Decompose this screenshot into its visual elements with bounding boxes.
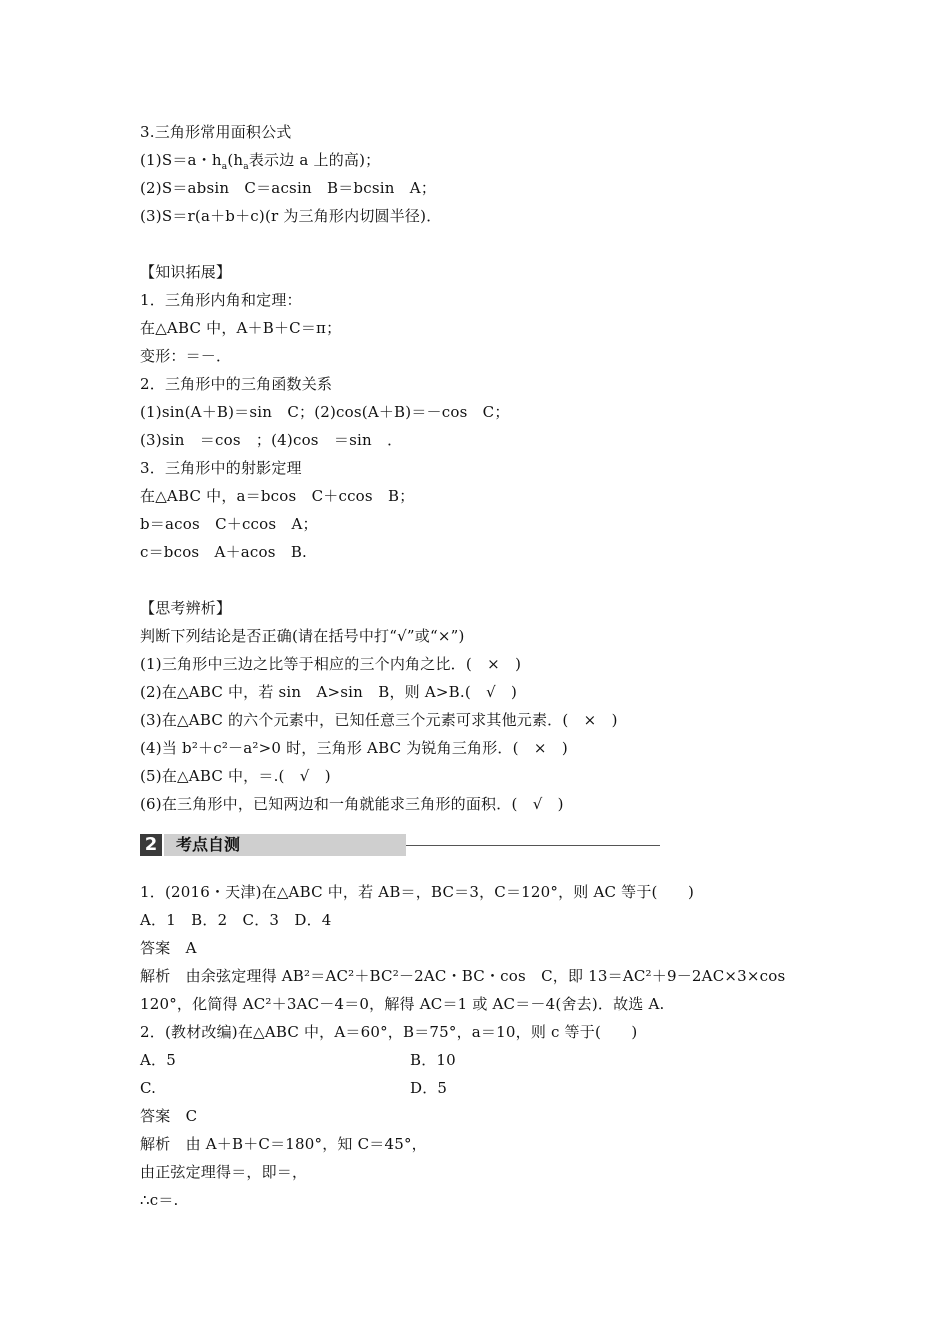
extension-line-2: 在△ABC 中，A＋B＋C＝π； xyxy=(140,319,342,337)
formula-1-subscript-2: a xyxy=(243,162,249,172)
question-2-explanation-1: 解析 由 A＋B＋C＝180°，知 C＝45°， xyxy=(140,1135,427,1153)
question-2-option-a: A．5 xyxy=(140,1051,176,1069)
section-badge xyxy=(140,834,520,856)
badge-number: 2 xyxy=(140,834,162,856)
question-1-explanation-2: 120°，化简得 AC²＋3AC－4＝0，解得 AC＝1 或 AC＝－4(舍去)．故选 A. xyxy=(140,995,665,1013)
thinking-item: (2)在△ABC 中，若 sin A>sin B，则 A>B.( √ ) xyxy=(140,683,518,701)
thinking-item: (3)在△ABC 的六个元素中，已知任意三个元素可求其他元素．( × ) xyxy=(140,711,618,729)
question-2: 2．(教材改编)在△ABC 中，A＝60°，B＝75°，a＝10，则 c 等于( ) xyxy=(140,1023,638,1041)
extension-line-10: c＝bcos A＋acos B. xyxy=(140,543,308,561)
formula-line-3: (3)S＝r(a＋b＋c)(r 为三角形内切圆半径)． xyxy=(140,207,442,225)
thinking-item: (4)当 b²＋c²－a²>0 时，三角形 ABC 为锐角三角形．( × ) xyxy=(140,739,568,757)
formula-1-text: (1)S＝a・h xyxy=(140,151,222,169)
extension-line-8: 在△ABC 中，a＝bcos C＋ccos B； xyxy=(140,487,415,505)
extension-line-5: (1)sin(A＋B)＝sin C；(2)cos(A＋B)＝－cos C； xyxy=(140,403,510,421)
thinking-item: (1)三角形中三边之比等于相应的三个内角之比．( × ) xyxy=(140,655,522,673)
thinking-item: (6)在三角形中，已知两边和一角就能求三角形的面积．( √ ) xyxy=(140,795,564,813)
question-1-options: A．1 B．2 C．3 D．4 xyxy=(140,911,332,929)
extension-line-9: b＝acos C＋ccos A； xyxy=(140,515,318,533)
extension-line-3: 变形：＝－． xyxy=(140,347,232,365)
extension-line-7: 3．三角形中的射影定理 xyxy=(140,459,302,477)
formula-line-1 xyxy=(140,150,380,177)
thinking-item: (5)在△ABC 中，＝.( √ ) xyxy=(140,767,331,785)
question-1: 1．(2016・天津)在△ABC 中，若 AB＝，BC＝3，C＝120°，则 AC 等于( ) xyxy=(140,883,695,901)
question-2-explanation-3: ∴c＝. xyxy=(140,1191,179,1209)
question-1-answer: 答案 A xyxy=(140,939,197,957)
question-2-option-d: D．5 xyxy=(410,1079,448,1097)
section-title: 3.三角形常用面积公式 xyxy=(140,123,292,141)
extension-line-4: 2．三角形中的三角函数关系 xyxy=(140,375,333,393)
thinking-intro: 判断下列结论是否正确(请在括号中打“√”或“×”) xyxy=(140,627,465,645)
extension-line-6: (3)sin ＝cos ；(4)cos ＝sin ． xyxy=(140,431,403,449)
badge-divider xyxy=(406,845,660,846)
question-2-answer: 答案 C xyxy=(140,1107,198,1125)
formula-1-note: 表示边 a 上的高)； xyxy=(248,151,381,169)
question-2-option-c: C. xyxy=(140,1079,157,1097)
formula-1-subscript: a xyxy=(221,162,228,172)
formula-1-paren: (h xyxy=(227,151,244,169)
question-2-explanation-2: 由正弦定理得＝，即＝， xyxy=(140,1163,308,1181)
question-1-explanation-1: 解析 由余弦定理得 AB²＝AC²＋BC²－2AC・BC・cos C，即 13＝AC²＋9－2AC×3×cos xyxy=(140,967,786,985)
extension-line-1: 1．三角形内角和定理： xyxy=(140,291,302,309)
extension-heading: 【知识拓展】 xyxy=(140,263,232,281)
thinking-heading: 【思考辨析】 xyxy=(140,599,232,617)
question-2-option-b: B．10 xyxy=(410,1051,456,1069)
formula-line-2: (2)S＝absin C＝acsin B＝bcsin A； xyxy=(140,179,437,197)
badge-title: 考点自测 xyxy=(164,834,406,856)
